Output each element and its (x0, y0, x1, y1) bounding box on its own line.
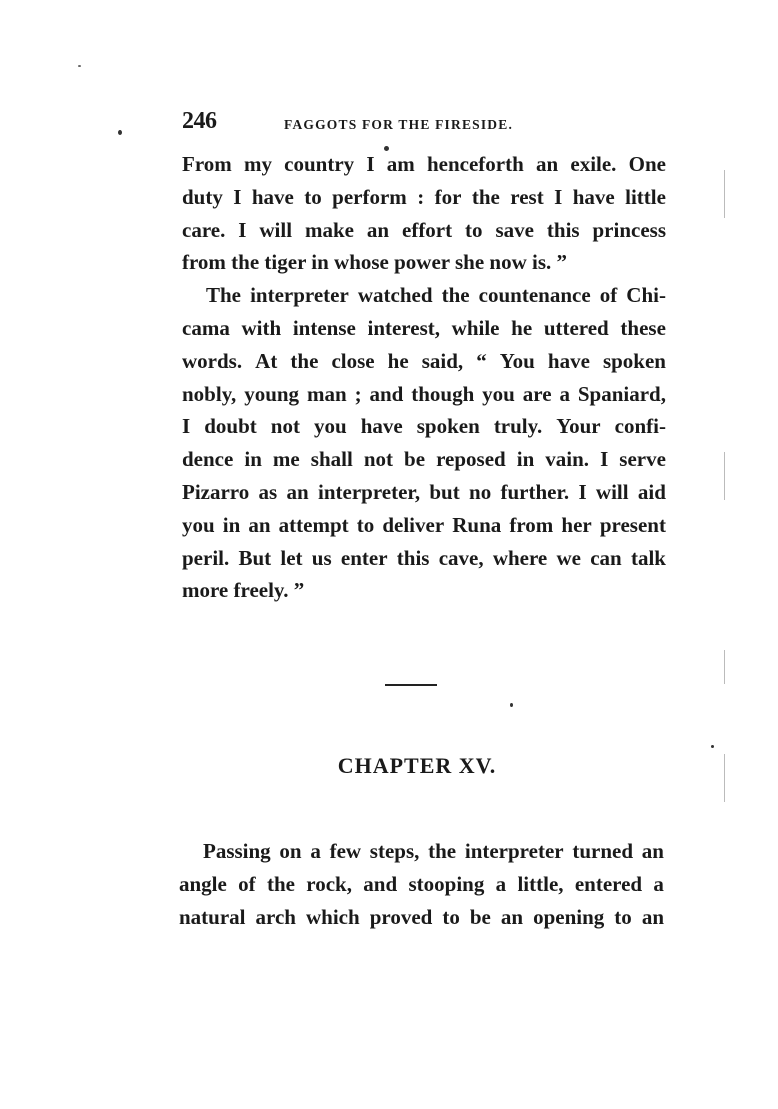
text-block-top (182, 148, 666, 607)
text-line: From my country I am henceforth an exile. One (182, 152, 666, 176)
text-line: duty I have to perform : for the rest I have little (182, 184, 666, 209)
text-line: Passing on a few steps, the interpreter turned an (203, 839, 664, 863)
page-number: 246 (182, 108, 217, 134)
page-header (182, 108, 702, 138)
text-line: The interpreter watched the countenance of Chi- (206, 283, 666, 308)
text-line: peril. But let us enter this cave, where we can talk (182, 545, 666, 570)
scan-speck (384, 146, 389, 151)
text-line: I doubt not you have spoken truly. Your confi- (182, 414, 666, 439)
text-line: care. I will make an effort to save this princess (182, 217, 666, 242)
text-line: nobly, young man ; and though you are a Spaniard, (182, 381, 666, 406)
scan-speck (118, 130, 122, 135)
scan-edge-mark (724, 754, 725, 802)
text-block-bottom (179, 835, 664, 933)
scan-speck (78, 65, 81, 67)
text-line: words. At the close he said, “ You have spoken (182, 348, 666, 373)
text-line: cama with intense interest, while he uttered these (182, 315, 666, 340)
scan-edge-mark (724, 452, 725, 500)
text-line: angle of the rock, and stooping a little, entered a (179, 871, 664, 896)
running-head: FAGGOTS FOR THE FIRESIDE. (284, 117, 514, 132)
text-line: more freely. ” (182, 578, 305, 603)
text-line: Pizarro as an interpreter, but no further. I will aid (182, 479, 666, 504)
scene-break-rule (385, 684, 437, 686)
scan-edge-mark (724, 650, 725, 684)
text-line: dence in me shall not be reposed in vain. I serve (182, 447, 666, 472)
chapter-heading: CHAPTER XV. (337, 753, 497, 778)
text-line: natural arch which proved to be an opening to an (179, 904, 664, 929)
text-line: you in an attempt to deliver Runa from her present (182, 512, 666, 537)
text-line: from the tiger in whose power she now is. ” (182, 250, 567, 275)
scan-speck (510, 703, 513, 707)
scan-speck (711, 745, 714, 748)
scan-edge-mark (724, 170, 725, 218)
